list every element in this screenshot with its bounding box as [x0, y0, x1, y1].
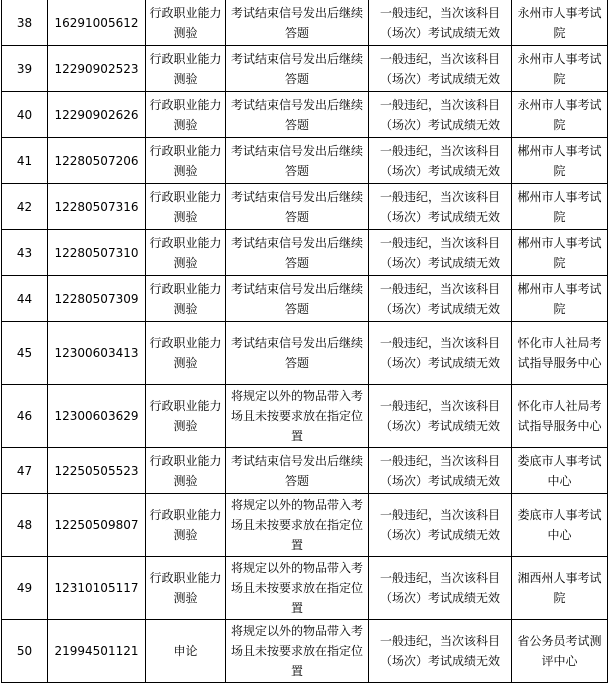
- violation-behavior: 考试结束信号发出后继续答题: [226, 322, 369, 385]
- violation-behavior: 考试结束信号发出后继续答题: [226, 184, 369, 230]
- handling-result: 一般违纪，当次该科目（场次）考试成绩无效: [369, 184, 512, 230]
- violation-behavior: 考试结束信号发出后继续答题: [226, 0, 369, 46]
- table-row: [2, 46, 608, 92]
- exam-authority: 郴州市人事考试院: [512, 184, 608, 230]
- admission-ticket-number: 12280507206: [48, 138, 146, 184]
- exam-subject: 行政职业能力测验: [146, 184, 226, 230]
- exam-authority: 娄底市人事考试中心: [512, 494, 608, 557]
- exam-subject: 行政职业能力测验: [146, 276, 226, 322]
- admission-ticket-number: 16291005612: [48, 0, 146, 46]
- violation-behavior: 将规定以外的物品带入考场且未按要求放在指定位置: [226, 620, 369, 683]
- admission-ticket-number: 12280507316: [48, 184, 146, 230]
- admission-ticket-number: 12280507309: [48, 276, 146, 322]
- exam-subject: 行政职业能力测验: [146, 322, 226, 385]
- exam-subject: 行政职业能力测验: [146, 385, 226, 448]
- table-row: [2, 448, 608, 494]
- exam-subject: 行政职业能力测验: [146, 448, 226, 494]
- handling-result: 一般违纪，当次该科目（场次）考试成绩无效: [369, 230, 512, 276]
- row-number: 46: [2, 385, 48, 448]
- exam-authority: 永州市人事考试院: [512, 0, 608, 46]
- exam-authority: 永州市人事考试院: [512, 46, 608, 92]
- exam-subject: 行政职业能力测验: [146, 92, 226, 138]
- exam-authority: 怀化市人社局考试指导服务中心: [512, 385, 608, 448]
- exam-authority: 永州市人事考试院: [512, 92, 608, 138]
- admission-ticket-number: 12280507310: [48, 230, 146, 276]
- exam-subject: 行政职业能力测验: [146, 46, 226, 92]
- table-row: [2, 620, 608, 683]
- admission-ticket-number: 12300603413: [48, 322, 146, 385]
- table-row: [2, 385, 608, 448]
- exam-subject: 行政职业能力测验: [146, 138, 226, 184]
- handling-result: 一般违纪，当次该科目（场次）考试成绩无效: [369, 0, 512, 46]
- exam-authority: 省公务员考试测评中心: [512, 620, 608, 683]
- violation-behavior: 将规定以外的物品带入考场且未按要求放在指定位置: [226, 385, 369, 448]
- handling-result: 一般违纪，当次该科目（场次）考试成绩无效: [369, 92, 512, 138]
- exam-authority: 郴州市人事考试院: [512, 276, 608, 322]
- violation-behavior: 考试结束信号发出后继续答题: [226, 230, 369, 276]
- exam-authority: 郴州市人事考试院: [512, 230, 608, 276]
- violation-behavior: 考试结束信号发出后继续答题: [226, 92, 369, 138]
- admission-ticket-number: 12300603629: [48, 385, 146, 448]
- row-number: 41: [2, 138, 48, 184]
- handling-result: 一般违纪，当次该科目（场次）考试成绩无效: [369, 620, 512, 683]
- table-row: [2, 557, 608, 620]
- table-row: [2, 322, 608, 385]
- table-row: [2, 138, 608, 184]
- row-number: 45: [2, 322, 48, 385]
- handling-result: 一般违纪，当次该科目（场次）考试成绩无效: [369, 46, 512, 92]
- exam-authority: 娄底市人事考试中心: [512, 448, 608, 494]
- exam-subject: 行政职业能力测验: [146, 0, 226, 46]
- row-number: 38: [2, 0, 48, 46]
- handling-result: 一般违纪，当次该科目（场次）考试成绩无效: [369, 138, 512, 184]
- row-number: 42: [2, 184, 48, 230]
- table-row: [2, 494, 608, 557]
- exam-subject: 行政职业能力测验: [146, 230, 226, 276]
- admission-ticket-number: 21994501121: [48, 620, 146, 683]
- admission-ticket-number: 12250505523: [48, 448, 146, 494]
- handling-result: 一般违纪，当次该科目（场次）考试成绩无效: [369, 276, 512, 322]
- row-number: 43: [2, 230, 48, 276]
- exam-authority: 湘西州人事考试院: [512, 557, 608, 620]
- table-row: [2, 92, 608, 138]
- violation-records-table: [1, 0, 608, 683]
- table-row: [2, 0, 608, 46]
- violation-behavior: 将规定以外的物品带入考场且未按要求放在指定位置: [226, 494, 369, 557]
- handling-result: 一般违纪，当次该科目（场次）考试成绩无效: [369, 494, 512, 557]
- violation-behavior: 考试结束信号发出后继续答题: [226, 276, 369, 322]
- handling-result: 一般违纪，当次该科目（场次）考试成绩无效: [369, 557, 512, 620]
- row-number: 40: [2, 92, 48, 138]
- handling-result: 一般违纪，当次该科目（场次）考试成绩无效: [369, 322, 512, 385]
- admission-ticket-number: 12290902626: [48, 92, 146, 138]
- exam-authority: 怀化市人社局考试指导服务中心: [512, 322, 608, 385]
- handling-result: 一般违纪，当次该科目（场次）考试成绩无效: [369, 385, 512, 448]
- exam-subject: 申论: [146, 620, 226, 683]
- handling-result: 一般违纪，当次该科目（场次）考试成绩无效: [369, 448, 512, 494]
- row-number: 49: [2, 557, 48, 620]
- row-number: 50: [2, 620, 48, 683]
- table-row: [2, 230, 608, 276]
- admission-ticket-number: 12250509807: [48, 494, 146, 557]
- violation-behavior: 考试结束信号发出后继续答题: [226, 138, 369, 184]
- table-row: [2, 276, 608, 322]
- admission-ticket-number: 12290902523: [48, 46, 146, 92]
- row-number: 39: [2, 46, 48, 92]
- row-number: 47: [2, 448, 48, 494]
- exam-subject: 行政职业能力测验: [146, 494, 226, 557]
- violation-behavior: 将规定以外的物品带入考场且未按要求放在指定位置: [226, 557, 369, 620]
- exam-authority: 郴州市人事考试院: [512, 138, 608, 184]
- violation-behavior: 考试结束信号发出后继续答题: [226, 448, 369, 494]
- row-number: 48: [2, 494, 48, 557]
- violation-behavior: 考试结束信号发出后继续答题: [226, 46, 369, 92]
- exam-subject: 行政职业能力测验: [146, 557, 226, 620]
- table-row: [2, 184, 608, 230]
- admission-ticket-number: 12310105117: [48, 557, 146, 620]
- row-number: 44: [2, 276, 48, 322]
